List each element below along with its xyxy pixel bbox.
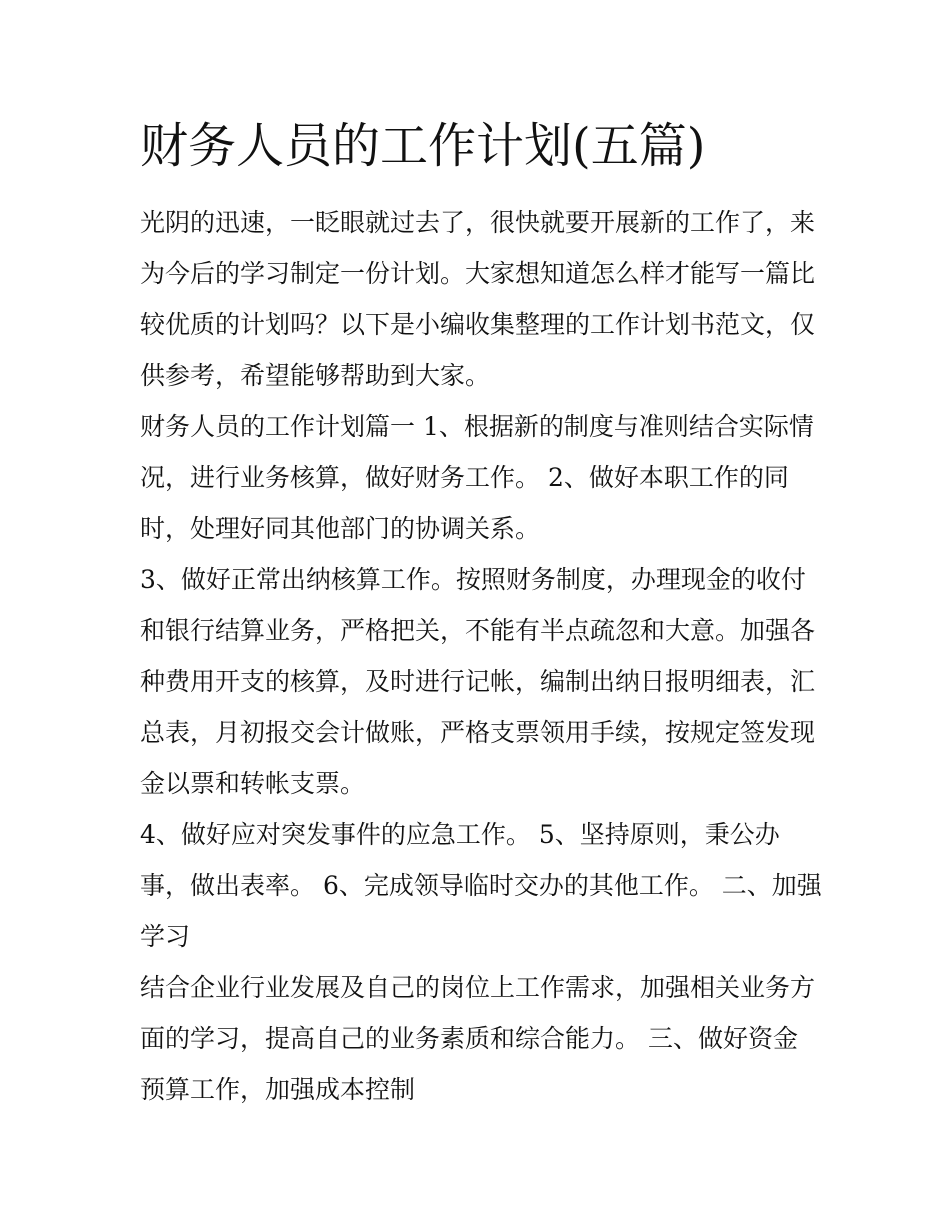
body-line: 3、做好正常出纳核算工作。按照财务制度，办理现金的收付 — [140, 565, 806, 594]
body-line: 学习 — [140, 922, 191, 951]
body-line: 4、做好应对突发事件的应急工作。 5、坚持原则，秉公办 — [140, 820, 780, 849]
body-line: 时，处理好同其他部门的协调关系。 — [140, 514, 541, 543]
body-line: 为今后的学习制定一份计划。大家想知道怎么样才能写一篇比 — [140, 259, 816, 288]
body-line: 况，进行业务核算，做好财务工作。 2、做好本职工作的同 — [140, 463, 789, 492]
body-line: 预算工作，加强成本控制 — [140, 1075, 416, 1104]
body-line: 和银行结算业务，严格把关，不能有半点疏忽和大意。加强各 — [140, 616, 816, 645]
body-line: 种费用开支的核算，及时进行记帐，编制出纳日报明细表，汇 — [140, 667, 816, 696]
body-line: 事，做出表率。 6、完成领导临时交办的其他工作。 二、加强 — [140, 871, 822, 900]
body-line: 总表，月初报交会计做账，严格支票领用手续，按规定签发现 — [140, 718, 816, 747]
body-line: 光阴的迅速，一眨眼就过去了，很快就要开展新的工作了，来 — [140, 208, 816, 237]
body-line: 供参考，希望能够帮助到大家。 — [140, 361, 491, 390]
body-line: 金以票和转帐支票。 — [140, 769, 366, 798]
body-line: 结合企业行业发展及自己的岗位上工作需求，加强相关业务方 — [140, 973, 816, 1002]
document-body — [140, 197, 820, 1115]
body-line: 面的学习，提高自己的业务素质和综合能力。 三、做好资金 — [140, 1024, 798, 1053]
document-title: 财务人员的工作计划(五篇) — [140, 118, 706, 174]
body-line: 财务人员的工作计划篇一 1、根据新的制度与准则结合实际情 — [140, 412, 814, 441]
body-line: 较优质的计划吗？以下是小编收集整理的工作计划书范文，仅 — [140, 310, 816, 339]
